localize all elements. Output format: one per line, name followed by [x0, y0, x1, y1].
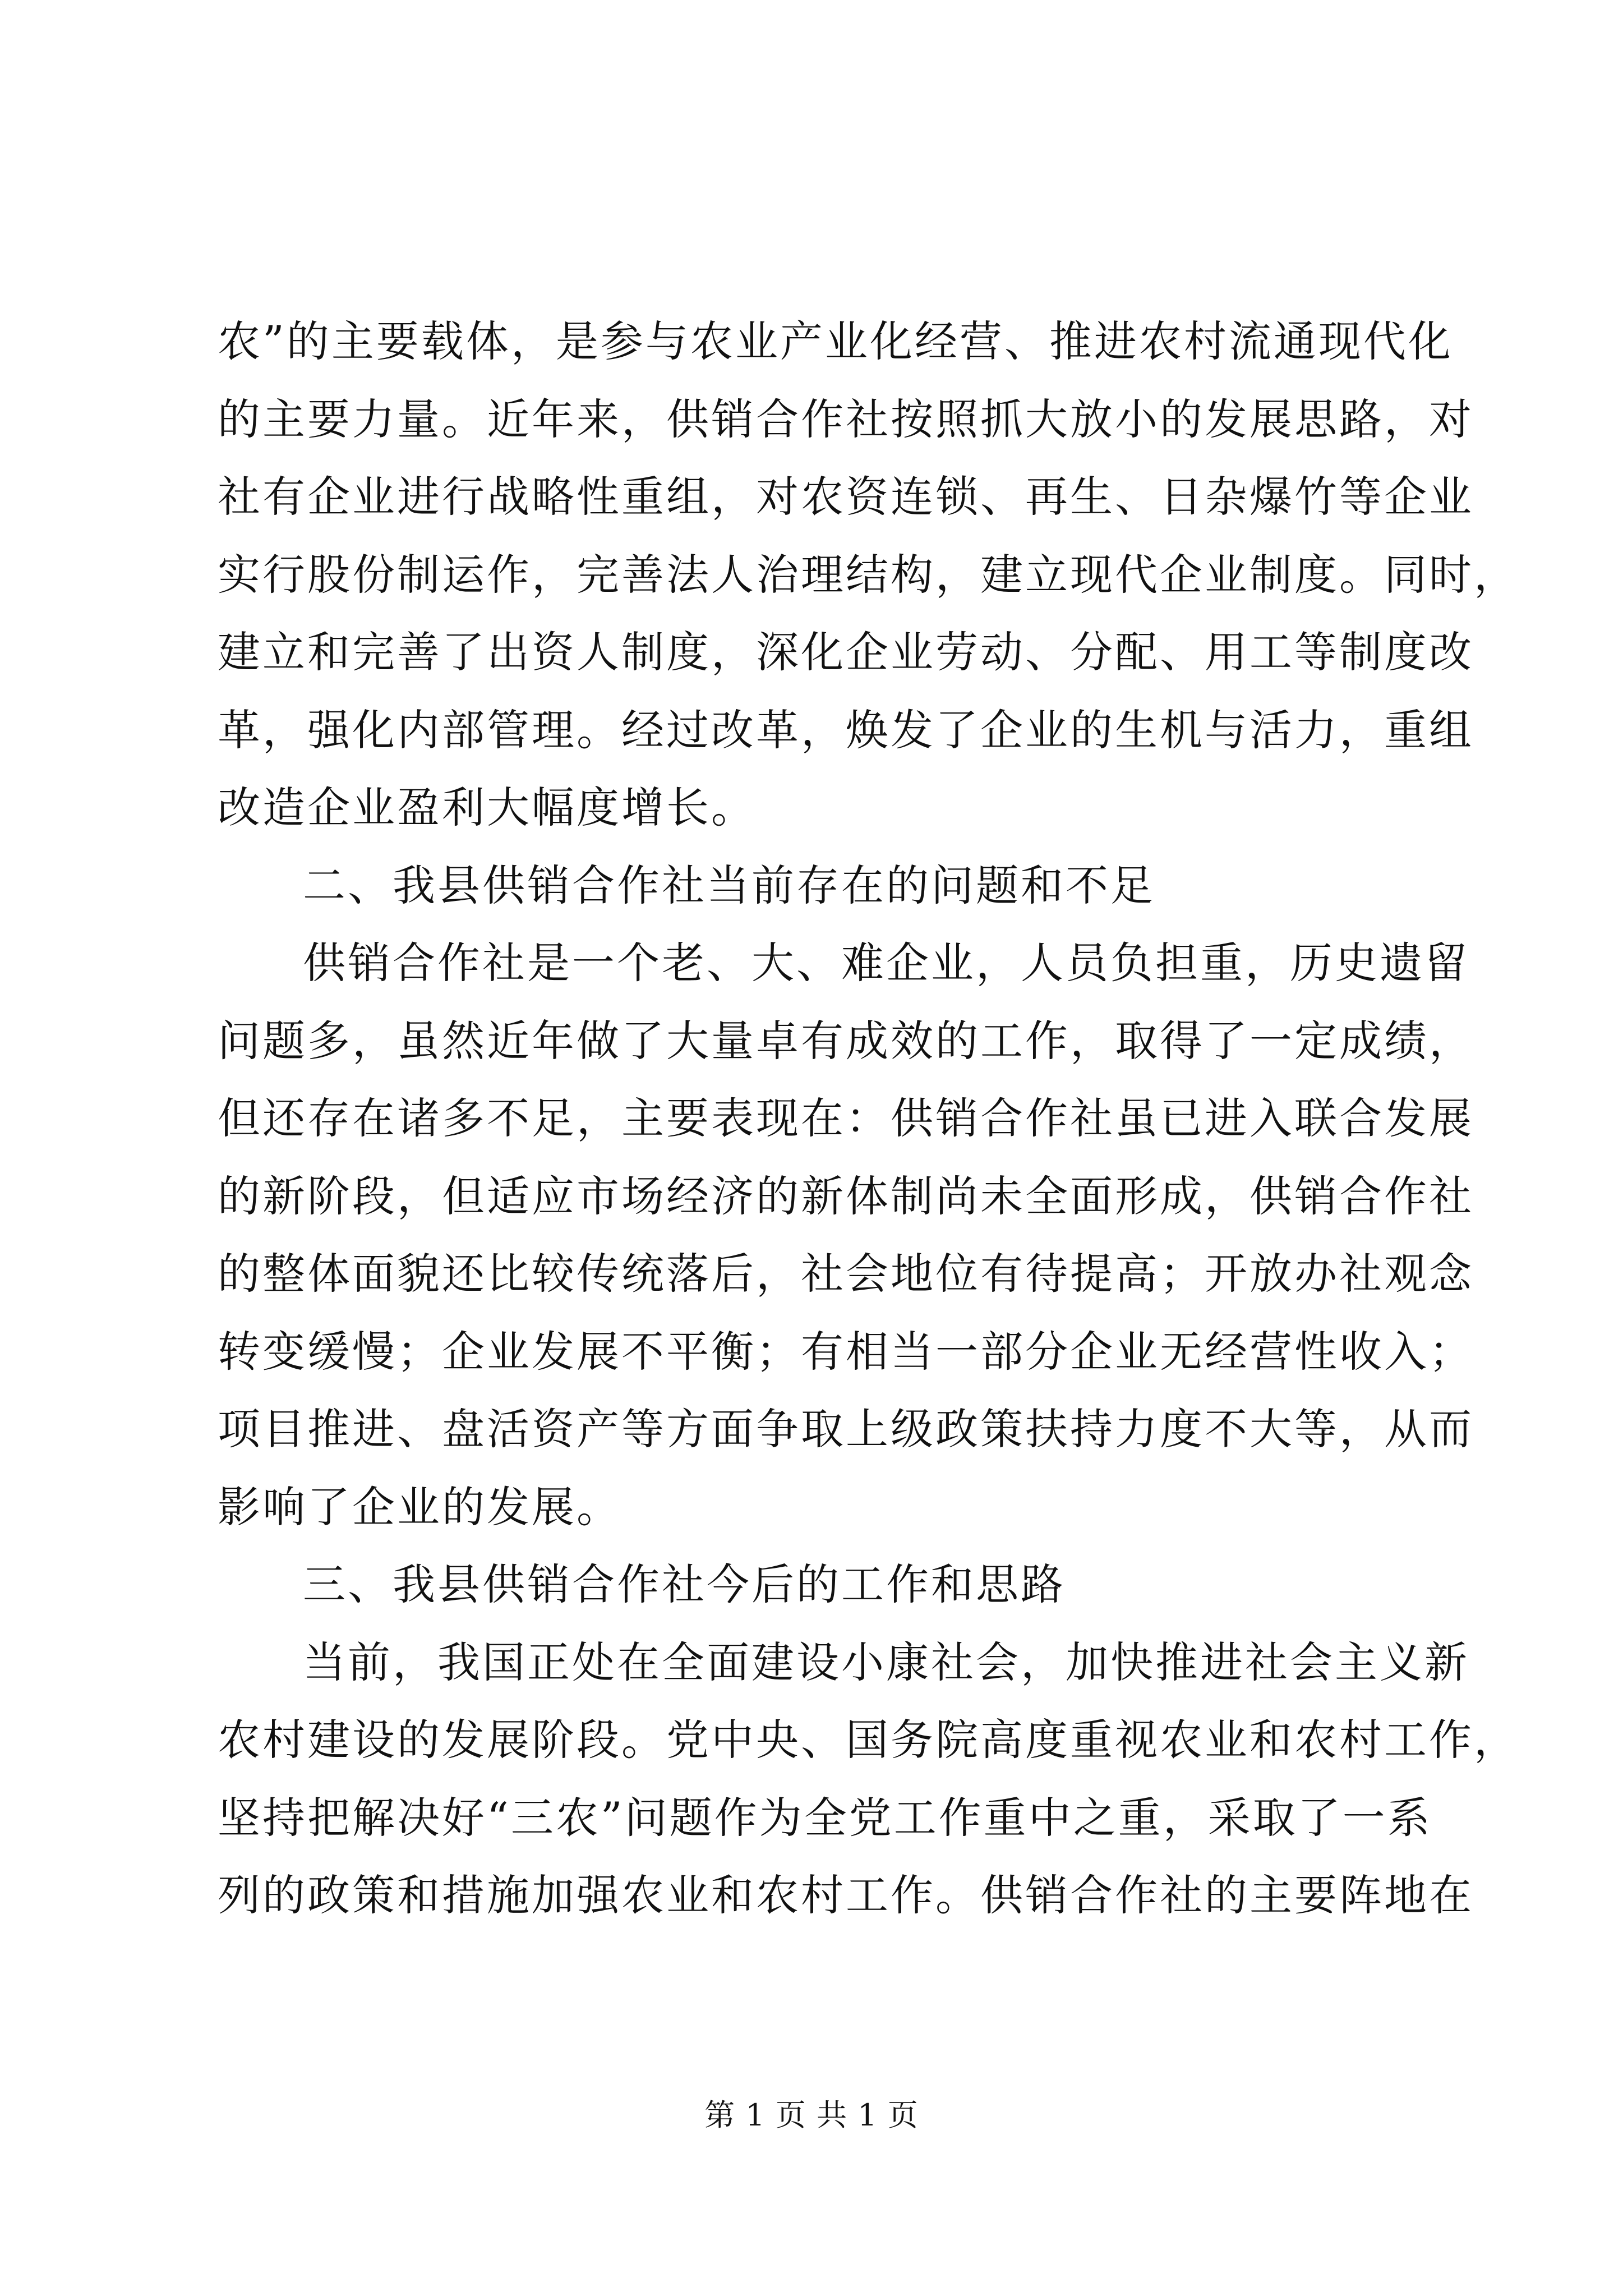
body-line: 列的政策和措施加强农业和农村工作。供销合作社的主要阵地在 — [218, 1870, 1474, 1920]
body-line: 影响了企业的发展。 — [218, 1481, 621, 1532]
body-line: 转变缓慢；企业发展不平衡；有相当一部分企业无经营性收入； — [218, 1326, 1474, 1377]
body-line: 供销合作社是一个老、大、难企业，人员负担重，历史遗留 — [303, 938, 1469, 988]
body-line: 坚持把解决好“三农”问题作为全党工作重中之重，采取了一系 — [218, 1792, 1432, 1843]
section-heading: 二、我县供销合作社当前存在的问题和不足 — [303, 860, 1155, 910]
body-line: 的新阶段，但适应市场经济的新体制尚未全面形成，供销合作社 — [218, 1171, 1474, 1221]
section-heading: 三、我县供销合作社今后的工作和思路 — [303, 1559, 1066, 1609]
body-line: 建立和完善了出资人制度，深化企业劳动、分配、用工等制度改 — [218, 627, 1474, 677]
body-line: 社有企业进行战略性重组，对农资连锁、再生、日杂爆竹等企业 — [218, 472, 1474, 522]
body-line: 的整体面貌还比较传统落后，社会地位有待提高；开放办社观念 — [218, 1249, 1474, 1299]
body-line: 革，强化内部管理。经过改革，焕发了企业的生机与活力，重组 — [218, 705, 1474, 755]
page-number-footer: 第 1 页 共 1 页 — [704, 2097, 919, 2133]
body-line: 改造企业盈利大幅度增长。 — [218, 783, 756, 832]
body-line: 项目推进、盘活资产等方面争取上级政策扶持力度不大等，从而 — [218, 1404, 1474, 1454]
body-line: 但还存在诸多不足，主要表现在：供销合作社虽已进入联合发展 — [218, 1093, 1474, 1143]
document-body — [218, 303, 1519, 1935]
body-line: 问题多，虽然近年做了大量卓有成效的工作，取得了一定成绩， — [218, 1015, 1474, 1066]
body-line: 农村建设的发展阶段。党中央、国务院高度重视农业和农村工作， — [218, 1715, 1519, 1765]
body-line: 当前，我国正处在全面建设小康社会，加快推进社会主义新 — [303, 1637, 1469, 1687]
body-line: 实行股份制运作，完善法人治理结构，建立现代企业制度。同时， — [218, 549, 1519, 600]
body-line: 农”的主要载体，是参与农业产业化经营、推进农村流通现代化 — [218, 316, 1453, 366]
body-line: 的主要力量。近年来，供销合作社按照抓大放小的发展思路，对 — [218, 394, 1474, 444]
